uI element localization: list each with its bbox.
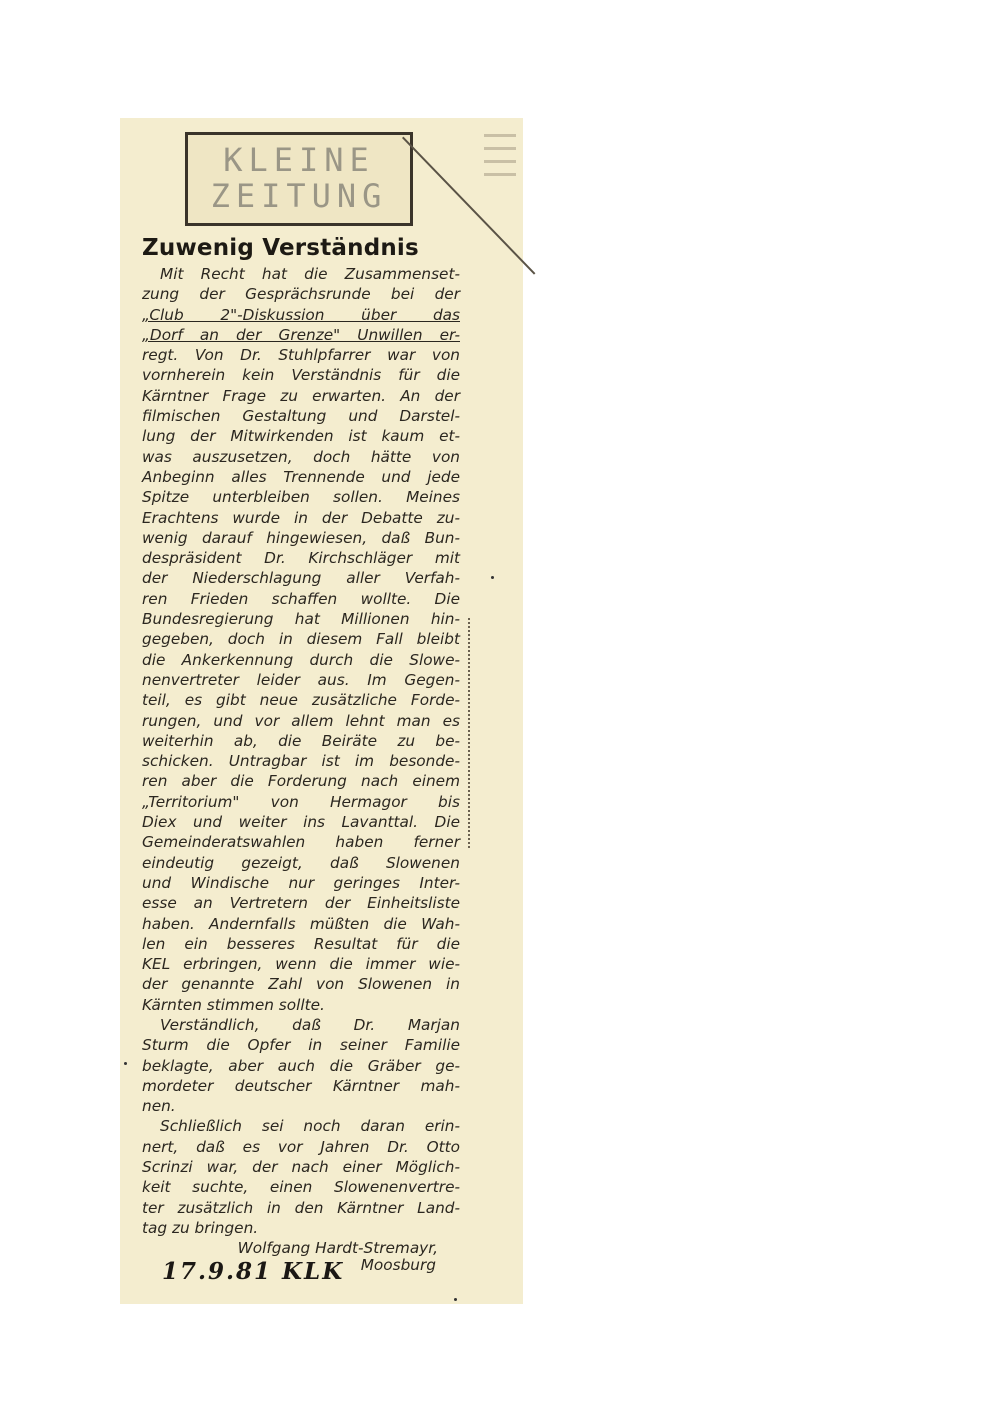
article-line: Erachtens wurde in der Debatte zu- [142, 508, 460, 527]
article-line: esse an Vertretern der Einheitsliste [142, 894, 460, 913]
article-line: vornherein kein Verständnis für die [142, 366, 460, 385]
article-line: „Territorium" von Hermagor bis [142, 792, 460, 811]
stamp-line-2: ZEITUNG [210, 177, 388, 215]
article-line: mordeter deutscher Kärntner mah- [142, 1076, 460, 1095]
article-line: Schließlich sei noch daran erin- [160, 1117, 460, 1136]
article-line: ren aber die Forderung nach einem [142, 772, 460, 791]
article-line: nen. [142, 1097, 176, 1116]
article-line: der Niederschlagung aller Verfah- [142, 569, 460, 588]
article-line: Diex und weiter ins Lavanttal. Die [142, 813, 460, 832]
article-line: zung der Gesprächsrunde bei der [142, 285, 460, 304]
author-location: Moosburg [360, 1255, 436, 1274]
article-line: Kärnten stimmen sollte. [142, 995, 325, 1014]
article-line: despräsident Dr. Kirchschläger mit [142, 549, 460, 568]
article-line: len ein besseres Resultat für die [142, 934, 460, 953]
newspaper-stamp [185, 132, 413, 226]
article-line: Scrinzi war, der nach einer Möglich- [142, 1158, 460, 1177]
article-line: was auszusetzen, doch hätte von [142, 447, 460, 466]
article-line: nenvertreter leider aus. Im Gegen- [142, 670, 460, 689]
article-line: der genannte Zahl von Slowenen in [142, 975, 460, 994]
handwritten-date-note: 17.9.81 KLK [162, 1258, 345, 1285]
article-line: Verständlich, daß Dr. Marjan [160, 1015, 460, 1034]
margin-line [468, 618, 470, 848]
article-line: „Dorf an der Grenze" Unwillen er- [142, 325, 460, 344]
article-line: tag zu bringen. [142, 1218, 259, 1237]
article-line: KEL erbringen, wenn die immer wie- [142, 955, 460, 974]
article-line: und Windische nur geringes Inter- [142, 873, 460, 892]
article-line: rungen, und vor allem lehnt man es [142, 711, 460, 730]
article-line: schicken. Untragbar ist im besonde- [142, 752, 460, 771]
article-line: haben. Andernfalls müßten die Wah- [142, 914, 460, 933]
author-name: Wolfgang Hardt-Stremayr, [237, 1239, 438, 1258]
article-line: gegeben, doch in diesem Fall bleibt [142, 630, 460, 649]
pen-stroke [402, 136, 536, 275]
article-line: filmischen Gestaltung und Darstel- [142, 407, 460, 426]
article-line: eindeutig gezeigt, daß Slowenen [142, 853, 460, 872]
article-line: Kärntner Frage zu erwarten. An der [142, 386, 460, 405]
speck [124, 1062, 127, 1065]
article-line: wenig darauf hingewiesen, daß Bun- [142, 528, 460, 547]
article-line: regt. Von Dr. Stuhlpfarrer war von [142, 346, 460, 365]
article-title: Zuwenig Verständnis [142, 235, 419, 261]
stamp-line-1: KLEINE [223, 141, 375, 179]
article-line: Bundesregierung hat Millionen hin- [142, 610, 460, 629]
newspaper-clipping [120, 118, 523, 1304]
article-line: „Club 2"-Diskussion über das [142, 305, 460, 324]
article-line: nert, daß es vor Jahren Dr. Otto [142, 1137, 460, 1156]
article-line: lung der Mitwirkenden ist kaum et- [142, 427, 460, 446]
speck [454, 1298, 457, 1301]
article-line: teil, es gibt neue zusätzliche Forde- [142, 691, 460, 710]
article-line: Spitze unterbleiben sollen. Meines [142, 488, 460, 507]
article-line: ren Frieden schaffen wollte. Die [142, 589, 460, 608]
article-line: Sturm die Opfer in seiner Familie [142, 1036, 460, 1055]
speck [491, 576, 494, 579]
article-line: Gemeinderatswahlen haben ferner [142, 833, 460, 852]
article-line: keit suchte, einen Slowenenvertre- [142, 1178, 460, 1197]
article-body [142, 264, 460, 1275]
faint-marks [484, 124, 516, 224]
article-line: Anbeginn alles Trennende und jede [142, 467, 460, 486]
article-line: weiterhin ab, die Beiräte zu be- [142, 731, 460, 750]
article-line: ter zusätzlich in den Kärntner Land- [142, 1198, 460, 1217]
article-line: die Ankerkennung durch die Slowe- [142, 650, 460, 669]
article-line: beklagte, aber auch die Gräber ge- [142, 1056, 460, 1075]
article-line: Mit Recht hat die Zusammenset- [160, 265, 460, 283]
